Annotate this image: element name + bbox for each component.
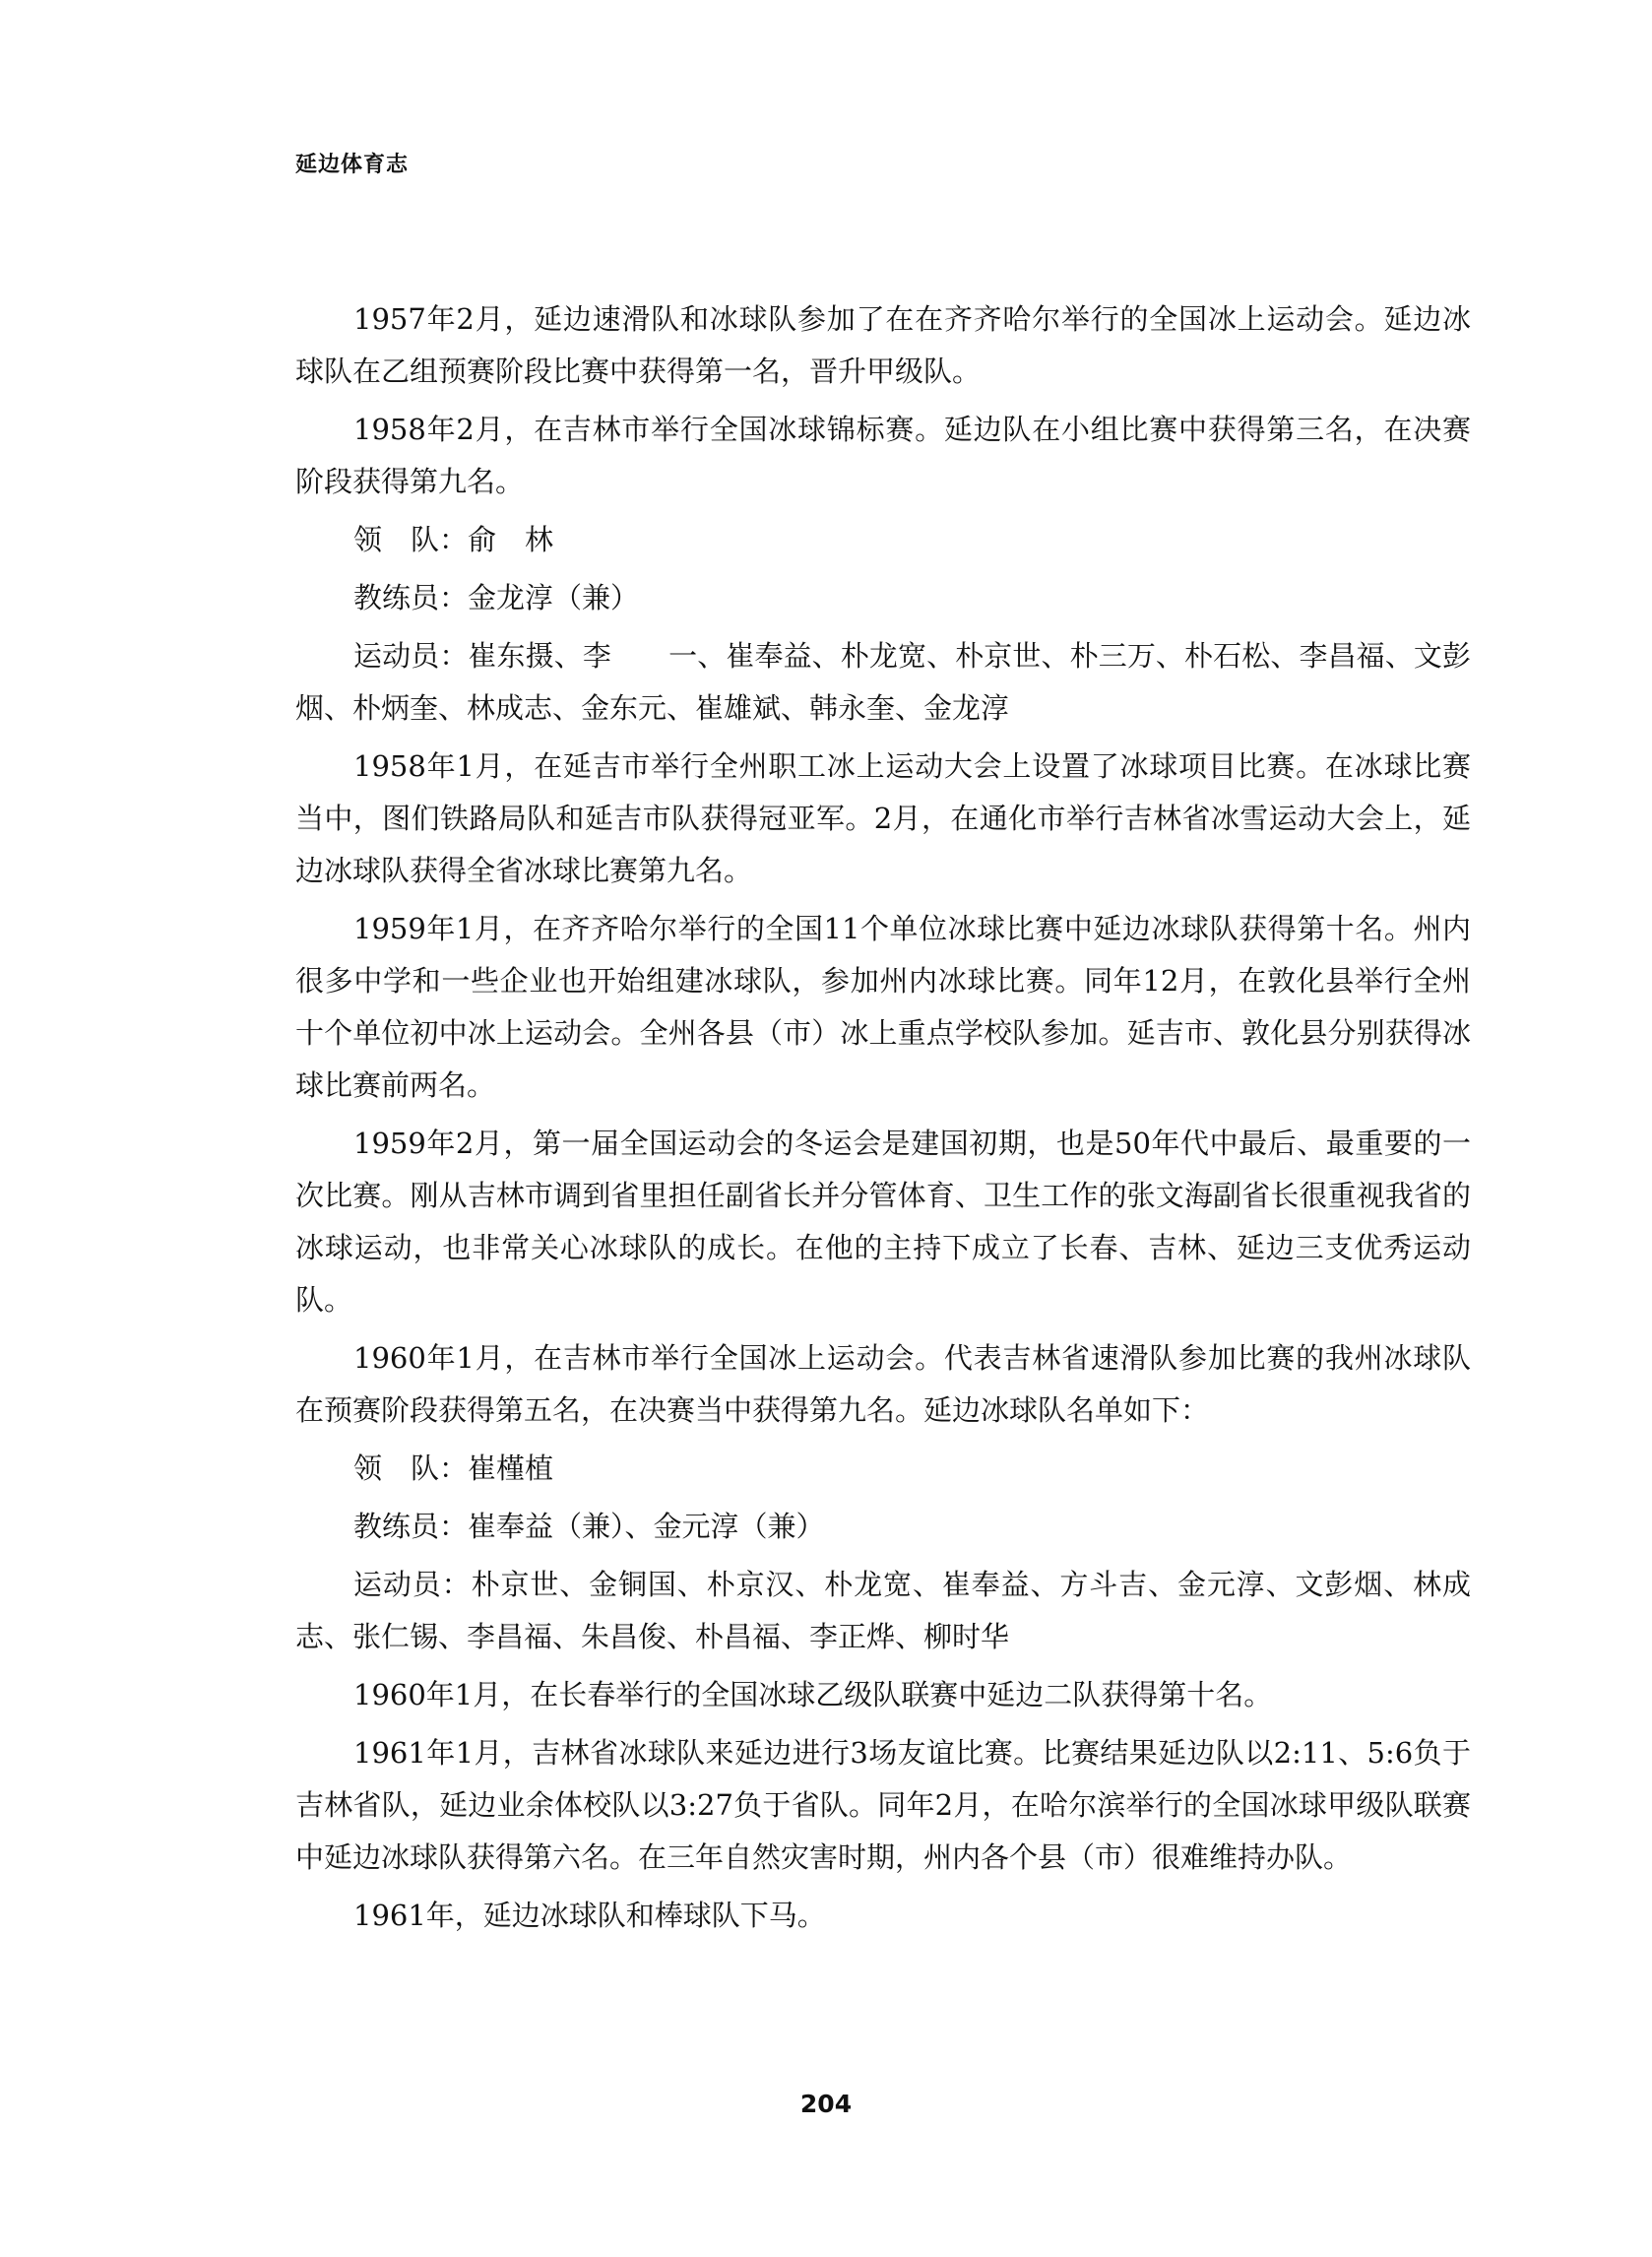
paragraph-1957-february: 1957年2月，延边速滑队和冰球队参加了在在齐齐哈尔举行的全国冰上运动会。延边冰球队在乙组预赛阶段比赛中获得第一名，晋升甲级队。	[295, 302, 1471, 388]
page-body	[295, 293, 1471, 1948]
players-1958: 运动员：崔东摄、李 一、崔奉益、朴龙宽、朴京世、朴三万、朴石松、李昌福、文彭烟、朴炳奎、林成志、金东元、崔雄斌、韩永奎、金龙淳	[295, 639, 1471, 725]
coach-1958: 教练员：金龙淳（兼）	[353, 581, 640, 614]
paragraph-1959-january: 1959年1月，在齐齐哈尔举行的全国11个单位冰球比赛中延边冰球队获得第十名。州内很多中学和一些企业也开始组建冰球队，参加州内冰球比赛。同年12月，在敦化县举行全州十个单位初中冰上运动会。全州各县（市）冰上重点学校队参加。延吉市、敦化县分别获得冰球比赛前两名。	[295, 912, 1471, 1102]
team-leader-1958: 领 队：俞 林	[353, 523, 554, 556]
players-1960: 运动员：朴京世、金铜国、朴京汉、朴龙宽、崔奉益、方斗吉、金元淳、文彭烟、林成志、张仁锡、李昌福、朱昌俊、朴昌福、李正烨、柳时华	[295, 1568, 1471, 1653]
team-leader-1960: 领 队：崔槿植	[353, 1451, 554, 1485]
paragraph-1960-second-team: 1960年1月，在长春举行的全国冰球乙级队联赛中延边二队获得第十名。	[353, 1678, 1273, 1711]
coaches-1960: 教练员：崔奉益（兼）、金元淳（兼）	[353, 1510, 825, 1543]
paragraph-1958-february: 1958年2月，在吉林市举行全国冰球锦标赛。延边队在小组比赛中获得第三名，在决赛阶段获得第九名。	[295, 413, 1471, 498]
paragraph-1960-january: 1960年1月，在吉林市举行全国冰上运动会。代表吉林省速滑队参加比赛的我州冰球队在预赛阶段获得第五名，在决赛当中获得第九名。延边冰球队名单如下：	[295, 1341, 1471, 1427]
running-header: 延边体育志	[295, 153, 410, 177]
paragraph-1958-january: 1958年1月，在延吉市举行全州职工冰上运动大会上设置了冰球项目比赛。在冰球比赛当中，图们铁路局队和延吉市队获得冠亚军。2月，在通化市举行吉林省冰雪运动大会上，延边冰球队获得全省冰球比赛第九名。	[295, 749, 1471, 887]
paragraph-1961-january: 1961年1月，吉林省冰球队来延边进行3场友谊比赛。比赛结果延边队以2:11、5:6负于吉林省队，延边业余体校队以3:27负于省队。同年2月，在哈尔滨举行的全国冰球甲级队联赛中延边冰球队获得第六名。在三年自然灾害时期，州内各个县（市）很难维持办队。	[295, 1736, 1471, 1874]
page-number: 204	[799, 2090, 853, 2118]
paragraph-1959-february: 1959年2月，第一届全国运动会的冬运会是建国初期，也是50年代中最后、最重要的一次比赛。刚从吉林市调到省里担任副省长并分管体育、卫生工作的张文海副省长很重视我省的冰球运动，也非常关心冰球队的成长。在他的主持下成立了长春、吉林、延边三支优秀运动队。	[295, 1127, 1472, 1317]
paragraph-1961-disband: 1961年，延边冰球队和棒球队下马。	[353, 1899, 826, 1932]
